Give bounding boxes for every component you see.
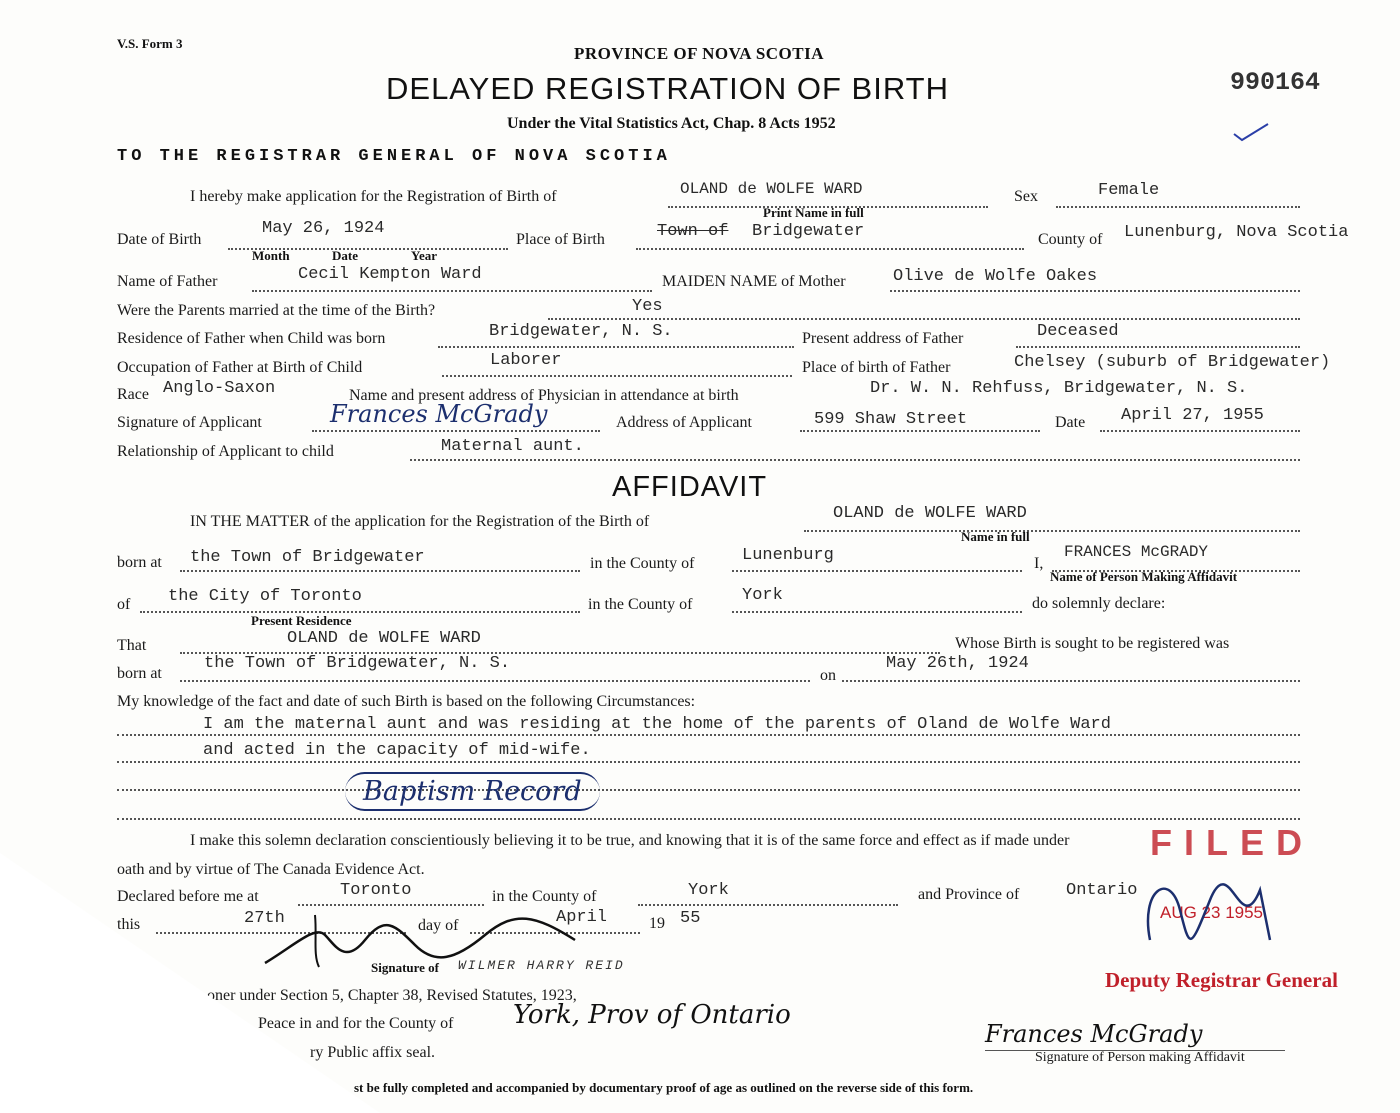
peace-county-handwritten: York, Prov of Ontario xyxy=(513,1000,791,1030)
occupation-label: Occupation of Father at Birth of Child xyxy=(117,359,363,376)
month-value: April xyxy=(556,908,608,927)
of-label: of xyxy=(117,596,131,613)
relationship-value: Maternal aunt. xyxy=(441,437,584,456)
commissioner-name: WILMER HARRY REID xyxy=(458,958,625,973)
father-label: Name of Father xyxy=(117,273,218,290)
addressee-line: TO THE REGISTRAR GENERAL OF NOVA SCOTIA xyxy=(117,147,671,166)
applicant-signature-label: Signature of Applicant xyxy=(117,414,262,431)
solemn-declaration-line-1: I make this solemn declaration conscientiously believing it to be true, and knowing that it is of the same force and effect as if made under xyxy=(190,832,1070,849)
father-birthplace-value: Chelsey (suburb of Bridgewater) xyxy=(1014,353,1331,372)
deputy-registrar-title: Deputy Registrar General xyxy=(1105,968,1338,992)
race-label: Race xyxy=(117,386,149,403)
application-date-value: April 27, 1955 xyxy=(1121,406,1264,425)
sex-label: Sex xyxy=(1014,188,1038,205)
father-birthplace-label: Place of birth of Father xyxy=(802,359,951,376)
in-county-label-3: in the County of xyxy=(492,888,597,905)
sex-value: Female xyxy=(1098,181,1160,200)
province-value: Ontario xyxy=(1066,881,1138,900)
footer-instruction: st be fully completed and accompanied by documentary proof of age as outlined on the reverse side of this form. xyxy=(354,1080,974,1095)
applicant-address-value: 599 Shaw Street xyxy=(814,410,968,429)
this-label: this xyxy=(117,916,141,933)
occupation-value: Laborer xyxy=(490,351,562,370)
born-at-value: the Town of Bridgewater xyxy=(190,548,425,567)
checkmark-icon xyxy=(1232,120,1272,146)
dob-value: May 26, 1924 xyxy=(262,219,385,238)
apply-label: I hereby make application for the Registration of Birth of xyxy=(190,188,557,205)
circumstance-line-1: I am the maternal aunt and was residing at the home of the parents of Oland de Wolfe Ward xyxy=(203,715,1111,734)
province-heading: PROVINCE OF NOVA SCOTIA xyxy=(574,44,825,63)
father-value: Cecil Kempton Ward xyxy=(298,265,482,284)
affidavit-title: AFFIDAVIT xyxy=(612,471,768,503)
registration-number: 990164 xyxy=(1230,68,1321,97)
applicant-address-label: Address of Applicant xyxy=(616,414,752,431)
year-value: 55 xyxy=(680,909,701,928)
child-name-value: OLAND de WOLFE WARD xyxy=(680,180,863,198)
declare-label: do solemnly declare: xyxy=(1032,595,1166,612)
year-caption: Year xyxy=(411,248,437,263)
section-label: oner under Section 5, Chapter 38, Revised Statutes, 1923, xyxy=(207,987,577,1004)
race-value: Anglo-Saxon xyxy=(163,379,276,398)
notary-seal-label: ry Public affix seal. xyxy=(310,1044,436,1061)
circumstance-line-2: and acted in the capacity of mid-wife. xyxy=(203,741,591,760)
that-name-value: OLAND de WOLFE WARD xyxy=(287,629,481,648)
date-caption: Date xyxy=(332,248,358,263)
county-label: County of xyxy=(1038,231,1103,248)
declared-at-value: Toronto xyxy=(340,881,412,900)
registrar-signature-icon xyxy=(1130,870,1290,960)
residence-value: the City of Toronto xyxy=(168,587,362,606)
whose-birth-label: Whose Birth is sought to be registered was xyxy=(955,635,1230,652)
married-value: Yes xyxy=(632,297,663,316)
peace-label: Peace in and for the County of xyxy=(258,1015,454,1032)
physician-label: Name and present address of Physician in attendance at birth xyxy=(349,387,739,404)
name-in-full-caption: Name in full xyxy=(961,529,1030,544)
province-label: and Province of xyxy=(918,886,1020,903)
form-title: DELAYED REGISTRATION OF BIRTH xyxy=(386,71,949,106)
born-on-value: May 26th, 1924 xyxy=(886,654,1029,673)
county-value-1: Lunenburg xyxy=(742,546,834,565)
born-at-label-2: born at xyxy=(117,665,162,682)
relationship-label: Relationship of Applicant to child xyxy=(117,443,334,460)
stamp-date: AUG 23 1955 xyxy=(1160,903,1264,922)
baptism-record-note: Baptism Record xyxy=(345,772,600,811)
born-at-value-2: the Town of Bridgewater, N. S. xyxy=(204,654,511,673)
day-value: 27th xyxy=(244,909,285,928)
place-of-birth-value: Bridgewater xyxy=(752,222,865,241)
day-of-label: day of xyxy=(418,917,459,934)
applicant-signature: Frances McGrady xyxy=(330,400,548,428)
declared-label: Declared before me at xyxy=(117,888,259,905)
i-label: I, xyxy=(1034,555,1044,572)
torn-corner xyxy=(0,853,380,1113)
in-county-label-1: in the County of xyxy=(590,555,695,572)
form-subtitle: Under the Vital Statistics Act, Chap. 8 Acts 1952 xyxy=(507,115,836,132)
year-prefix: 19 xyxy=(649,915,665,932)
born-at-label: born at xyxy=(117,554,162,571)
month-caption: Month xyxy=(252,248,290,263)
father-residence-value: Bridgewater, N. S. xyxy=(489,322,673,341)
solemn-declaration-line-2: oath and by virtue of The Canada Evidence Act. xyxy=(117,861,425,878)
father-residence-label: Residence of Father when Child was born xyxy=(117,330,386,347)
present-residence-caption: Present Residence xyxy=(251,613,352,628)
affiant-signature-label: Signature of Person making Affidavit xyxy=(1035,1050,1245,1065)
signature-of-label: Signature of xyxy=(371,960,440,975)
dob-label: Date of Birth xyxy=(117,231,202,248)
in-county-label-2: in the County of xyxy=(588,596,693,613)
that-label: That xyxy=(117,637,147,654)
mother-label: MAIDEN NAME of Mother xyxy=(662,273,846,290)
knowledge-label: My knowledge of the fact and date of such Birth is based on the following Circumstances: xyxy=(117,693,696,710)
affiant-caption: Name of Person Making Affidavit xyxy=(1050,569,1238,584)
married-label: Were the Parents married at the time of the Birth? xyxy=(117,302,436,319)
affidavit-name-value: OLAND de WOLFE WARD xyxy=(833,504,1027,523)
matter-label: IN THE MATTER of the application for the Registration of the Birth of xyxy=(190,513,650,530)
date-label: Date xyxy=(1055,414,1086,431)
mother-value: Olive de Wolfe Oakes xyxy=(893,267,1098,286)
physician-value: Dr. W. N. Rehfuss, Bridgewater, N. S. xyxy=(870,379,1248,398)
print-name-caption: Print Name in full xyxy=(763,205,864,220)
father-present-label: Present address of Father xyxy=(802,330,964,347)
filed-stamp: FILED xyxy=(1150,822,1314,863)
father-present-value: Deceased xyxy=(1037,322,1119,341)
struck-town-of: Town of xyxy=(657,222,729,241)
affiant-name-value: FRANCES McGRADY xyxy=(1064,543,1209,561)
county-value: Lunenburg, Nova Scotia xyxy=(1124,223,1349,242)
form-number: V.S. Form 3 xyxy=(117,36,183,51)
county-value-2: York xyxy=(742,586,783,605)
affiant-signature: Frances McGrady xyxy=(985,1020,1203,1048)
county-value-3: York xyxy=(688,881,729,900)
on-label: on xyxy=(820,667,836,684)
place-of-birth-label: Place of Birth xyxy=(516,231,605,248)
